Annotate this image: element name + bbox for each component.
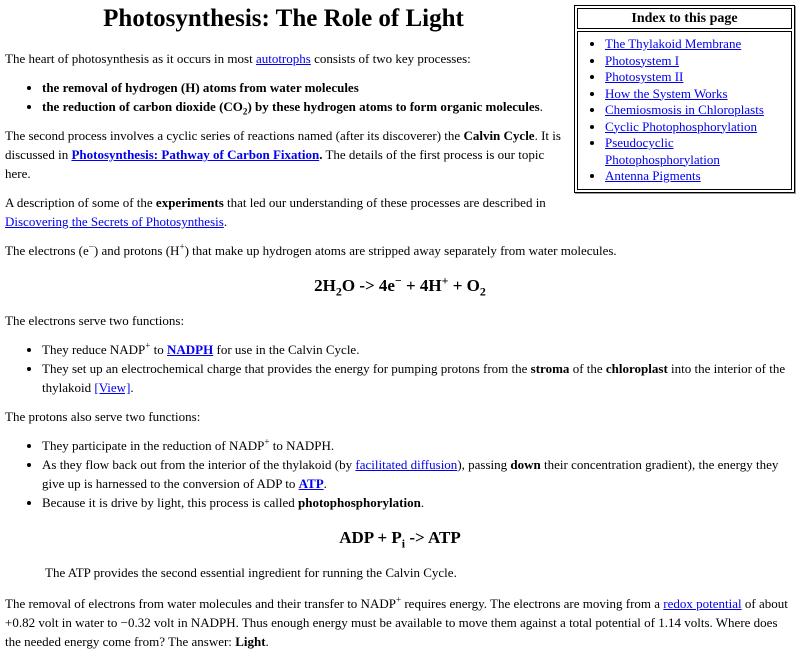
proton-functions-lead: The protons also serve two functions: [5,409,201,424]
text-run: + [145,340,151,351]
text-link[interactable]: NADPH [167,342,214,357]
text-run: 2H [314,276,336,295]
text-run: The removal of electrons from water molecules and their transfer to NADP [5,596,396,611]
text-link[interactable]: ATP [298,476,324,491]
index-list-item [605,102,791,119]
text-run: . [323,476,327,491]
text-run: the reduction of carbon dioxide (CO [42,99,243,114]
text-run: requires energy. The electrons are moving from a [401,596,664,611]
index-link[interactable]: Photosystem II [605,69,684,84]
atp-equation [5,527,795,551]
text-run: ) that make up hydrogen atoms are stripped away separately from water molecules. [184,243,617,258]
index-link[interactable]: Antenna Pigments [605,168,701,183]
text-run: . It is discussed in [5,128,561,162]
index-box-body [577,31,792,190]
text-link[interactable]: Discovering the Secrets of Photosynthesis [5,214,224,229]
page [5,5,795,651]
electron-functions-lead: The electrons serve two functions: [5,313,185,328]
text-link[interactable]: [View] [94,380,131,395]
text-run: of about +0.82 volt in water to −0.32 volt in NADPH. Thus enough energy must be available to move them against a total potential of 1.14 volts. Where does the needed energy come from? The answer: [5,596,788,649]
text-run: -> ATP [405,528,461,547]
text-run: Because it is drive by light, this process is called [42,495,298,510]
text-run: They set up an electrochemical charge that provides the energy for pumping protons from the [42,361,531,376]
text-run: for use in the Calvin Cycle. [213,342,360,357]
proton-function-item [42,455,795,493]
text-run: chloroplast [605,361,668,376]
text-run: As they flow back out from the interior of the thylakoid (by [42,457,356,472]
text-run: 2 [242,106,248,117]
text-run: O -> 4e [341,276,395,295]
text-run: The details of the first process is our topic here. [5,147,545,181]
text-run: consists of two key processes: [310,51,471,66]
electron-functions-list [5,340,795,397]
text-run: The heart of photosynthesis as it occurs in most [5,51,256,66]
text-run: the removal of hydrogen (H) atoms from water molecules [42,80,359,95]
text-run: Light [235,634,266,649]
text-run: . [420,495,425,510]
text-link[interactable]: Photosynthesis: Pathway of Carbon Fixation [71,147,320,162]
text-run: + 4H [401,276,442,295]
text-run: down [510,457,541,472]
text-run: that led our understanding of these processes are described in [223,195,546,210]
text-run: . [265,634,269,649]
text-run: 2 [479,284,486,299]
text-run: experiments [155,195,224,210]
text-run: 2 [335,284,342,299]
index-list-item [605,135,791,168]
index-link[interactable]: Photosystem I [605,52,680,68]
text-run: . [539,99,543,114]
index-list-item [605,69,791,86]
index-list-item [605,168,791,185]
index-link-list [578,36,791,185]
text-run: into the interior of the thylakoid [42,361,786,395]
proton-function-item [42,493,795,512]
index-link[interactable]: Cyclic Photophosphorylation [605,118,758,134]
text-run: + O [448,276,480,295]
text-run: of the [569,361,606,376]
text-run: + [179,241,185,252]
text-run: ADP + P [339,528,402,547]
text-run: − [394,273,402,288]
text-run: i [401,536,406,551]
electron-function-item [42,340,795,359]
energy-source-paragraph [5,594,795,651]
text-run: . [319,147,323,162]
text-run: stroma [530,361,570,376]
proton-function-item [42,436,795,455]
text-run: . [223,214,228,229]
text-run: They reduce NADP [42,342,146,357]
text-run: ) by these hydrogen atoms to form organic molecules [247,99,540,114]
index-box-title: Index to this page [577,8,792,29]
text-link[interactable]: redox potential [663,596,742,611]
index-link[interactable]: The Thylakoid Membrane [605,36,742,51]
text-run: Calvin Cycle [463,128,535,143]
electron-function-item [42,359,795,397]
text-run: − [88,241,94,252]
atp-note: The ATP provides the second essential ingredient for running the Calvin Cycle. [45,565,457,580]
experiments-paragraph [5,193,795,231]
index-list-item [605,36,791,53]
text-run: + [441,273,449,288]
index-list-item [605,119,791,136]
text-run: + [395,594,402,605]
electrons-protons-paragraph [5,241,795,260]
water-splitting-equation [5,273,795,299]
text-run: to NADPH. [269,438,335,453]
text-link[interactable]: facilitated diffusion [355,457,458,472]
index-list-item [605,53,791,70]
text-run: ) and protons (H [93,243,180,258]
index-link[interactable]: Chemiosmosis in Chloroplasts [605,102,764,117]
text-run: to [150,342,168,357]
text-link[interactable]: autotrophs [255,51,311,66]
text-run: They participate in the reduction of NADP [42,438,265,453]
text-run: The second process involves a cyclic series of reactions named (after its discoverer) the [5,128,464,143]
index-list-item [605,86,791,103]
index-link[interactable]: Pseudocyclic Photophosphorylation [605,135,720,167]
proton-functions-list [5,436,795,512]
text-run: A description of some of the [5,195,156,210]
text-run: + [264,436,270,447]
index-link[interactable]: How the System Works [605,85,728,101]
text-run: . [130,380,134,395]
text-run: The electrons (e [5,243,89,258]
text-run: ), passing [457,457,511,472]
index-box [574,5,795,193]
text-run: photophosphorylation [297,495,421,510]
page-title: Photosynthesis: The Role of Light [103,5,464,32]
text-run: their concentration gradient), the energy they give up is harnessed to the conversion of ADP to [42,457,779,491]
